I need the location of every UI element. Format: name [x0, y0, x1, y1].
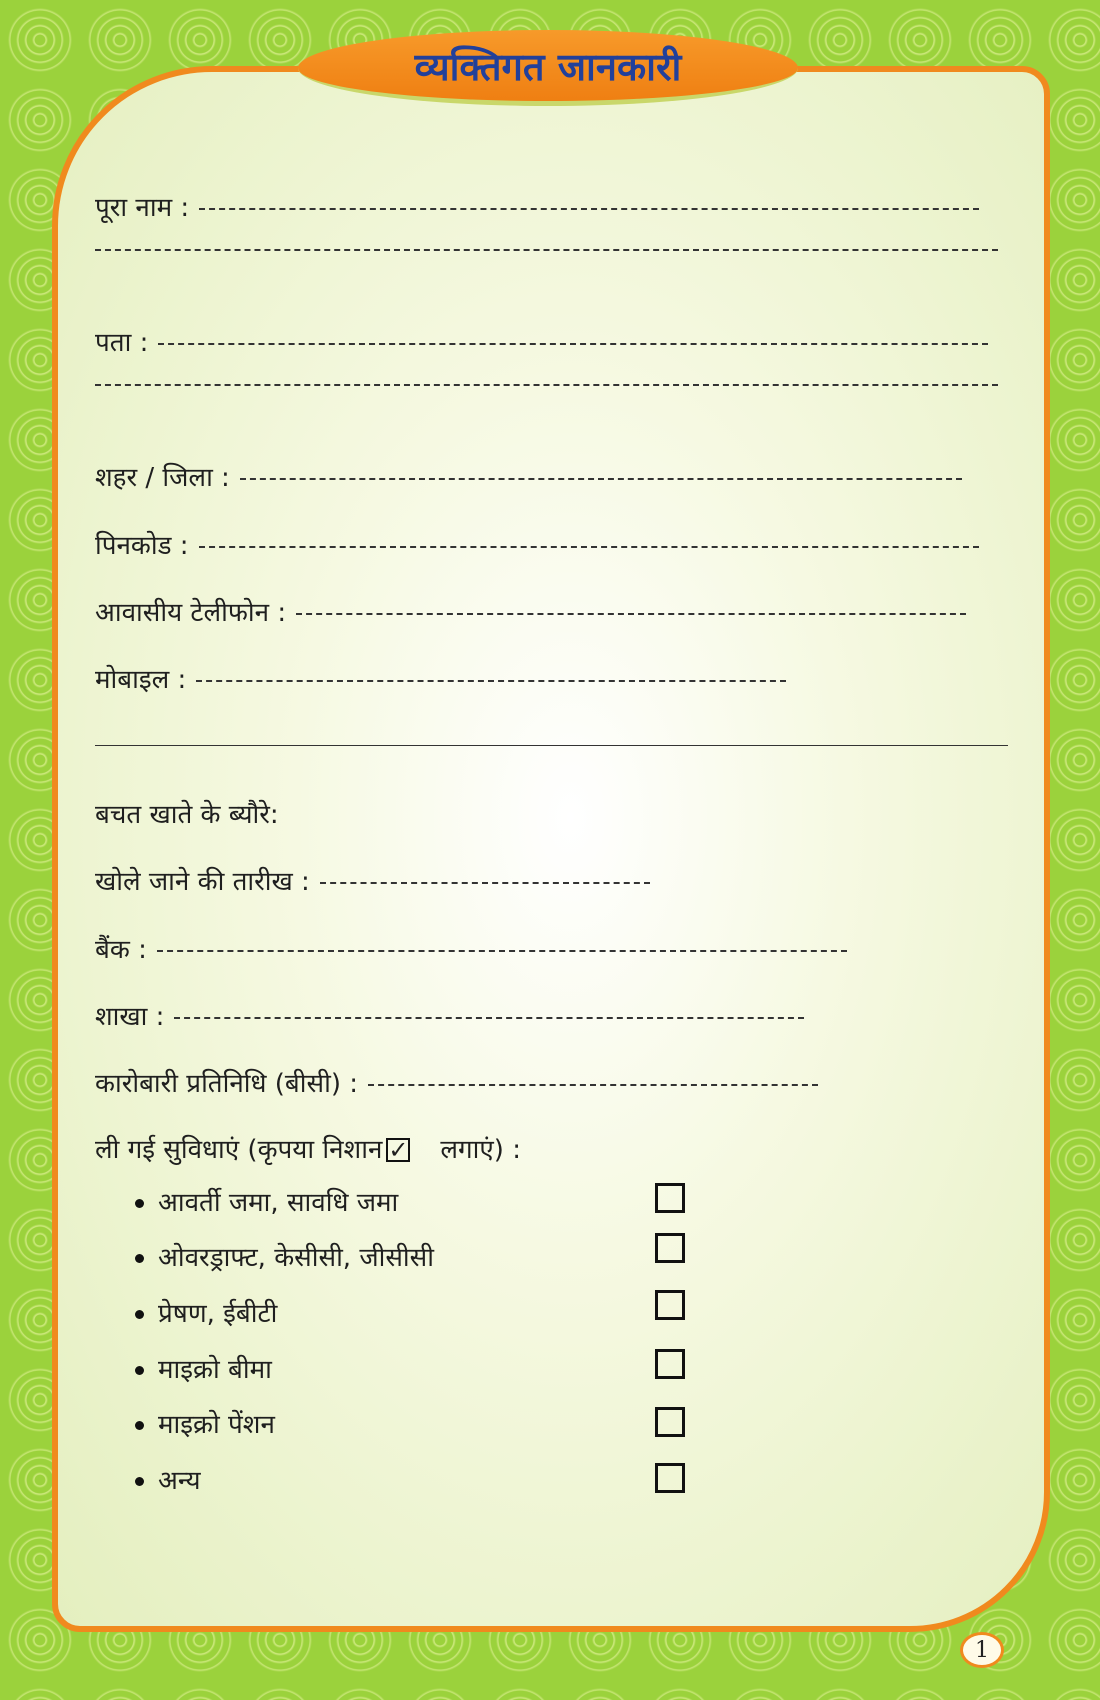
title-banner [298, 30, 798, 106]
address-label: पता : [95, 328, 149, 358]
facilities-prompt [95, 1130, 521, 1166]
facility-item: ओवरड्राफ्ट, केसीसी, जीसीसी [135, 1238, 434, 1274]
opening-date-label: खोले जाने की तारीख : [95, 867, 310, 897]
bullet-icon [135, 1477, 144, 1486]
full-name-field[interactable] [199, 208, 979, 210]
facility-checkbox-2[interactable] [655, 1233, 685, 1263]
pincode-label: पिनकोड : [95, 531, 189, 561]
business-correspondent-row [95, 1064, 818, 1100]
facility-checkbox-6[interactable] [655, 1463, 685, 1493]
pincode-row [95, 526, 979, 562]
savings-heading-row [95, 795, 279, 831]
facility-item: आवर्ती जमा, सावधि जमा [135, 1183, 398, 1219]
bank-field[interactable] [157, 950, 847, 952]
bullet-icon [135, 1310, 144, 1319]
facility-checkbox-1[interactable] [655, 1183, 685, 1213]
bullet-icon [135, 1366, 144, 1375]
opening-date-field[interactable] [320, 882, 650, 884]
city-district-label: शहर / जिला : [95, 463, 230, 493]
form-panel [52, 66, 1050, 1632]
facilities-prompt-after: लगाएं) : [440, 1135, 521, 1165]
address-field-line2[interactable] [95, 384, 998, 386]
facilities-prompt-before: ली गई सुविधाएं (कृपया निशान [95, 1135, 383, 1165]
facility-checkbox-4[interactable] [655, 1349, 685, 1379]
full-name-field-line2[interactable] [95, 249, 998, 251]
mobile-row [95, 660, 786, 696]
page-number: 1 [960, 1632, 1004, 1668]
bullet-icon [135, 1254, 144, 1263]
facility-checkbox-5[interactable] [655, 1407, 685, 1437]
mobile-label: मोबाइल : [95, 665, 187, 695]
facility-item: माइक्रो बीमा [135, 1350, 272, 1386]
city-district-field[interactable] [240, 478, 962, 480]
branch-row [95, 997, 804, 1033]
residential-phone-field[interactable] [296, 613, 966, 615]
business-correspondent-label: कारोबारी प्रतिनिधि (बीसी) : [95, 1069, 358, 1099]
branch-label: शाखा : [95, 1002, 165, 1032]
branch-field[interactable] [174, 1017, 804, 1019]
address-row [95, 323, 988, 359]
city-district-row [95, 458, 962, 494]
pincode-field[interactable] [199, 546, 979, 548]
opening-date-row [95, 862, 650, 898]
full-name-label: पूरा नाम : [95, 193, 190, 223]
facility-checkbox-3[interactable] [655, 1290, 685, 1320]
bullet-icon [135, 1421, 144, 1430]
savings-heading: बचत खाते के ब्यौरे: [95, 800, 279, 830]
bank-label: बैंक : [95, 935, 147, 965]
residential-phone-row [95, 593, 966, 629]
business-correspondent-field[interactable] [368, 1084, 818, 1086]
facility-item: माइक्रो पेंशन [135, 1405, 275, 1441]
mobile-field[interactable] [196, 680, 786, 682]
address-field[interactable] [158, 343, 988, 345]
facility-item: प्रेषण, ईबीटी [135, 1294, 277, 1330]
facility-item: अन्य [135, 1461, 201, 1497]
section-divider [95, 745, 1008, 746]
full-name-row [95, 188, 979, 224]
full-name-row-2 [95, 255, 998, 257]
check-mark-icon: ✓ [388, 1136, 409, 1164]
bullet-icon [135, 1199, 144, 1208]
bank-row [95, 930, 847, 966]
address-row-2 [95, 390, 998, 392]
page-title: व्यक्तिगत जानकारी [414, 44, 682, 89]
residential-phone-label: आवासीय टेलीफोन : [95, 598, 287, 628]
